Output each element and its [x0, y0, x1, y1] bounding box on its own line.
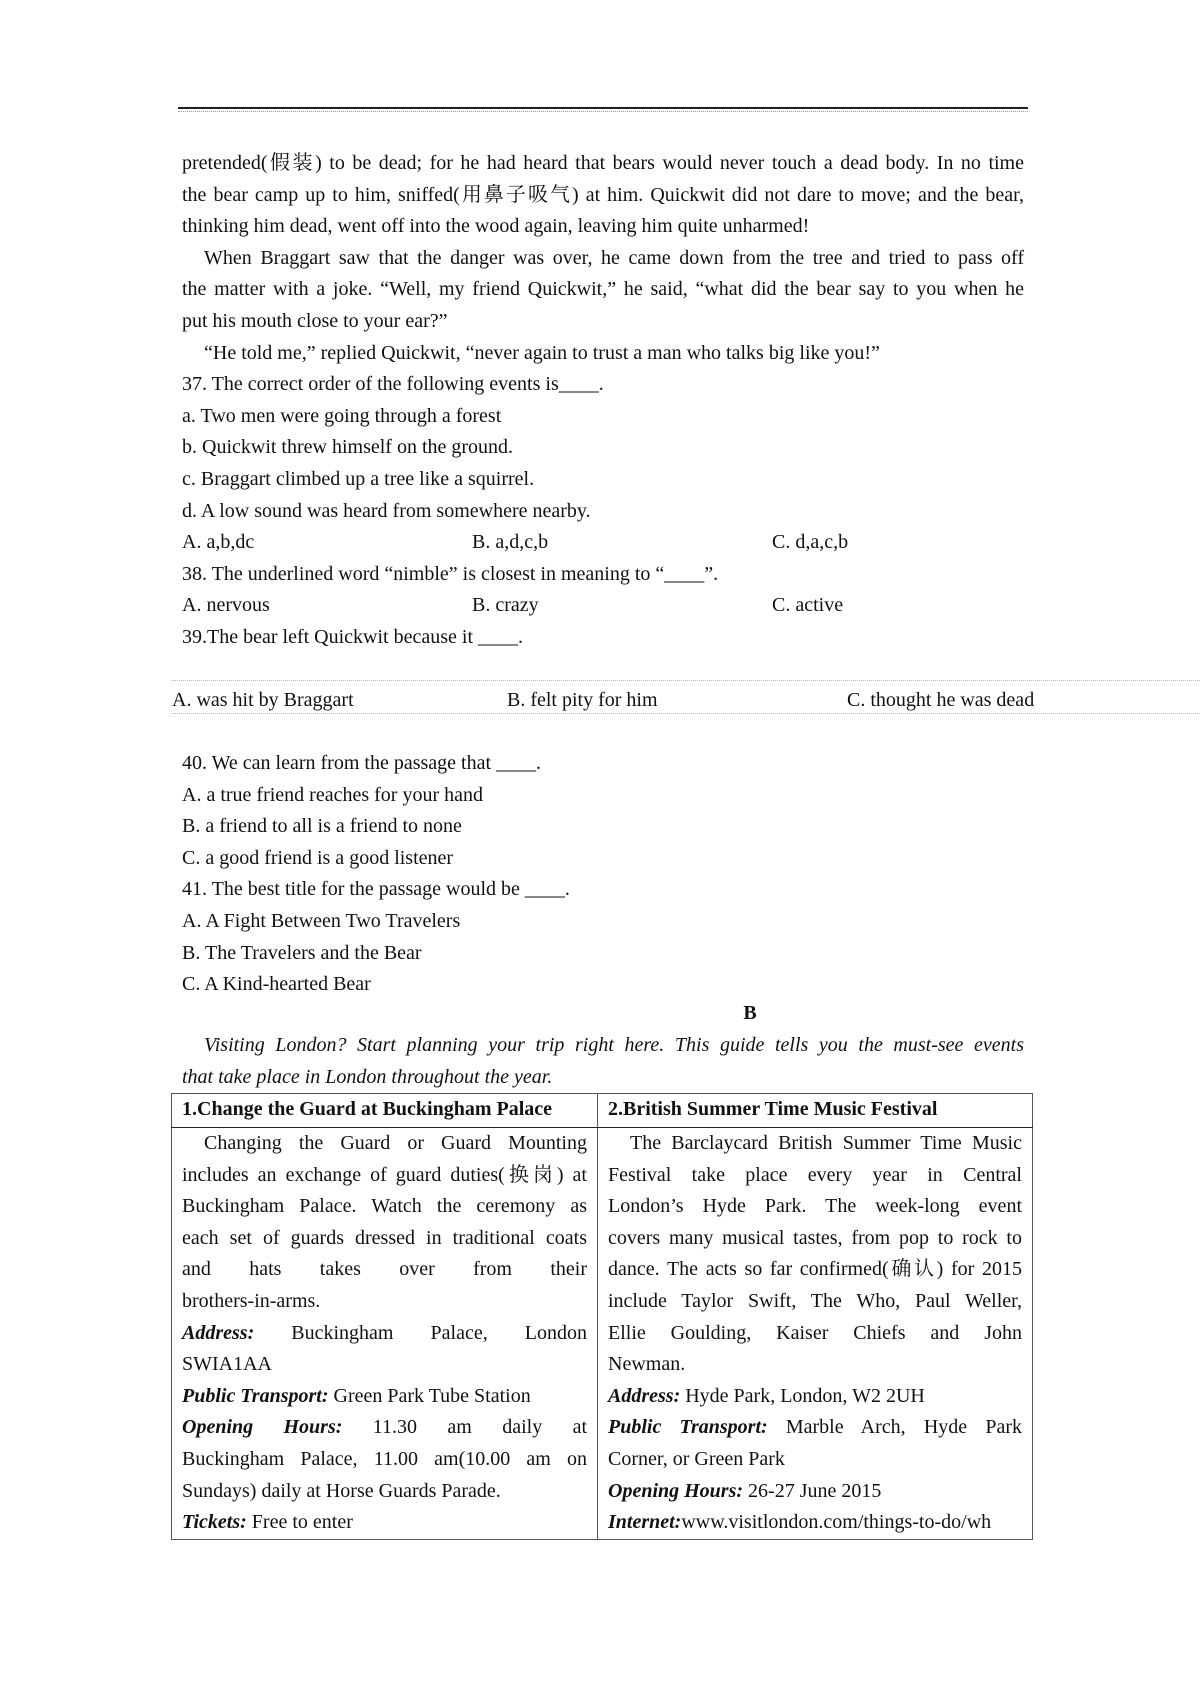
q41-option-b: B. The Travelers and the Bear [182, 941, 422, 964]
address-label: Address: [608, 1384, 681, 1407]
passage-line: the matter with a joke. “Well, my friend Quickwit,” he said, “what did the bear say to you when he [182, 278, 1024, 301]
q37-event: a. Two men were going through a forest [182, 404, 502, 427]
q38-option-c: C. active [772, 594, 844, 617]
hours-label: Opening Hours: [608, 1479, 744, 1502]
passage-line: put his mouth close to your ear?” [182, 309, 448, 332]
festival-address [608, 1381, 1022, 1413]
passage-line: thinking him dead, went off into the wood again, leaving him quite unharmed! [182, 215, 810, 238]
guard-transport [182, 1381, 587, 1413]
column-title-festival: 2.British Summer Time Music Festival [598, 1094, 1033, 1128]
festival-cell [598, 1128, 1033, 1540]
guard-desc-line: brothers-in-arms. [182, 1289, 321, 1312]
festival-desc-line: Festival take place every year in Central [608, 1163, 1022, 1186]
guard-address-cont: SWIA1AA [182, 1353, 272, 1376]
q41-option-a: A. A Fight Between Two Travelers [182, 909, 461, 932]
festival-internet [608, 1507, 1022, 1539]
festival-transport-cont: Corner, or Green Park [608, 1447, 785, 1470]
festival-desc-line: The Barclaycard British Summer Time Music [630, 1132, 1022, 1154]
address-label: Address: [182, 1321, 255, 1344]
festival-desc-line: include Taylor Swift, The Who, Paul Weller, [608, 1289, 1022, 1312]
header-rule [178, 107, 1028, 109]
q38-option-a: A. nervous [182, 594, 270, 617]
q41-stem: 41. The best title for the passage would be ____. [182, 878, 570, 901]
q39-option-b: B. felt pity for him [507, 689, 658, 711]
q40-option-c: C. a good friend is a good listener [182, 846, 454, 869]
transport-label: Public Transport: [182, 1384, 329, 1407]
q40-stem: 40. We can learn from the passage that ____. [182, 752, 542, 774]
guard-address [182, 1318, 587, 1350]
hours-value: 26-27 June 2015 [748, 1479, 882, 1502]
transport-label: Public Transport: [608, 1416, 768, 1439]
q39-option-a: A. was hit by Braggart [172, 689, 354, 711]
festival-desc-line: Ellie Goulding, Kaiser Chiefs and John [608, 1321, 1022, 1344]
passage-line: “He told me,” replied Quickwit, “never again to trust a man who talks big like you!” [204, 341, 880, 364]
address-value: Buckingham Palace, London [291, 1321, 587, 1344]
q37-event: c. Braggart climbed up a tree like a squirrel. [182, 467, 535, 490]
festival-hours [608, 1476, 1022, 1508]
questions-40-41 [182, 748, 1024, 1001]
transport-value: Green Park Tube Station [333, 1384, 531, 1407]
guard-cell [172, 1128, 598, 1540]
q37-options [182, 527, 1024, 559]
q41-option-c: C. A Kind-hearted Bear [182, 973, 371, 996]
table-body-row [172, 1128, 1033, 1540]
q38-option-b: B. crazy [472, 594, 539, 617]
guard-hours [182, 1412, 587, 1444]
q38-options [182, 590, 1024, 622]
tickets-label: Tickets: [182, 1511, 247, 1534]
q39-option-c: C. thought he was dead [847, 689, 1035, 711]
section-b-intro [182, 1030, 1024, 1093]
festival-desc-line: Newman. [608, 1353, 686, 1376]
passage-end [182, 148, 1024, 654]
internet-label: Internet: [608, 1511, 682, 1534]
festival-desc-line: London’s Hyde Park. The week-long event [608, 1195, 1022, 1218]
events-guide-table [171, 1093, 1033, 1540]
festival-desc-line: dance. The acts so far confirmed(确认) for 2015 [608, 1258, 1022, 1281]
guard-hours-cont: Sundays) daily at Horse Guards Parade. [182, 1479, 501, 1502]
passage-line: pretended(假装) to be dead; for he had heard that bears would never touch a dead body. In no time [182, 152, 1024, 174]
tickets-value: Free to enter [251, 1511, 353, 1534]
table-header-row [172, 1094, 1033, 1128]
hours-value: 11.30 am daily at [372, 1416, 588, 1439]
guard-desc-line: Changing the Guard or Guard Mounting [204, 1132, 587, 1154]
q37-event: d. A low sound was heard from somewhere nearby. [182, 499, 591, 522]
q39-stem: 39.The bear left Quickwit because it ____. [182, 625, 523, 648]
passage-line: When Braggart saw that the danger was over, he came down from the tree and tried to pass off [204, 246, 1024, 269]
section-b-heading: B [743, 1002, 757, 1024]
guard-desc-line: and hats takes over from their [182, 1258, 587, 1281]
q39-options [172, 685, 1200, 717]
internet-link[interactable]: www.visitlondon.com/things-to-do/wh [681, 1511, 992, 1534]
hours-label: Opening Hours: [182, 1416, 343, 1439]
address-value: Hyde Park, London, W2 2UH [685, 1384, 925, 1407]
q38-stem: 38. The underlined word “nimble” is closest in meaning to “____”. [182, 562, 719, 585]
passage-line: the bear camp up to him, sniffed(用鼻子吸气) at him. Quickwit did not dare to move; and the bear, [182, 183, 1024, 206]
dotted-separator [172, 680, 1200, 681]
guard-tickets [182, 1507, 587, 1539]
column-title-guard: 1.Change the Guard at Buckingham Palace [172, 1094, 598, 1128]
festival-transport [608, 1412, 1022, 1444]
transport-value: Marble Arch, Hyde Park [785, 1416, 1022, 1439]
q37-option-b: B. a,d,c,b [472, 531, 549, 554]
q37-option-a: A. a,b,dc [182, 531, 255, 554]
q37-event: b. Quickwit threw himself on the ground. [182, 436, 514, 459]
intro-line: Visiting London? Start planning your trip right here. This guide tells you the must-see events [204, 1034, 1024, 1056]
guard-hours-cont: Buckingham Palace, 11.00 am(10.00 am on [182, 1447, 587, 1470]
dotted-separator [172, 713, 1200, 714]
q40-option-b: B. a friend to all is a friend to none [182, 815, 462, 838]
q37-stem: 37. The correct order of the following events is____. [182, 373, 604, 396]
festival-desc-line: covers many musical tastes, from pop to rock to [608, 1226, 1022, 1249]
guard-desc-line: Buckingham Palace. Watch the ceremony as [182, 1195, 587, 1218]
intro-line: that take place in London throughout the year. [182, 1065, 553, 1088]
q40-option-a: A. a true friend reaches for your hand [182, 783, 483, 806]
guard-desc-line: includes an exchange of guard duties(换岗) at [182, 1163, 587, 1186]
q37-option-c: C. d,a,c,b [772, 531, 849, 554]
guard-desc-line: each set of guards dressed in traditional coats [182, 1226, 587, 1249]
